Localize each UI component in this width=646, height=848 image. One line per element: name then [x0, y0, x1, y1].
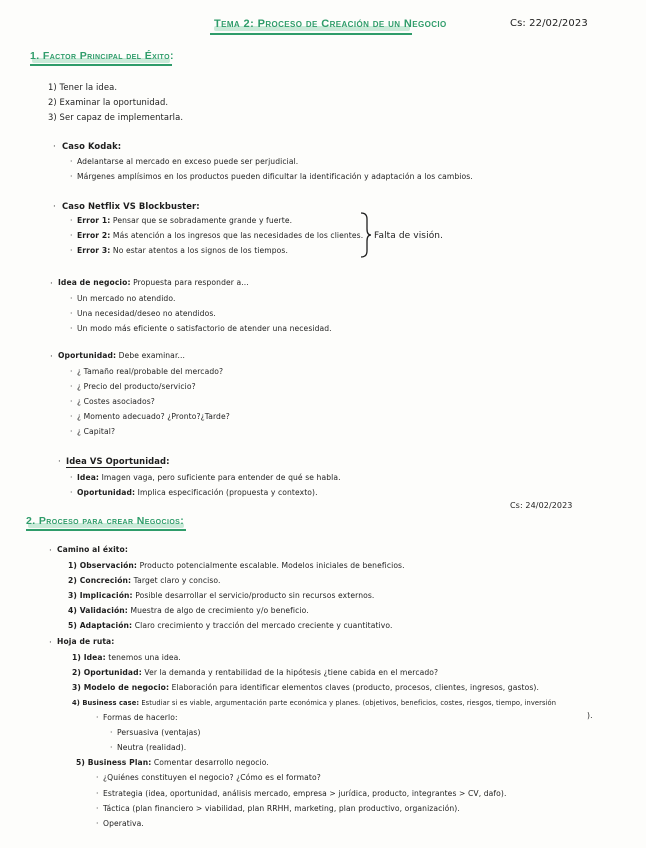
oportunidad-title — [58, 351, 185, 361]
bullet-dot: · — [70, 157, 73, 166]
section2-heading: 2. Proceso para crear Negocios: — [26, 515, 185, 527]
section1-underline — [30, 64, 172, 66]
error-text: No estar atentos a los signos de los tiempos. — [112, 246, 288, 255]
hoja-title: Hoja de ruta: — [57, 637, 115, 646]
error-item — [77, 246, 288, 256]
step-item — [72, 668, 438, 678]
list-item: ¿ Precio del producto/servicio? — [77, 382, 196, 391]
step-text: Posible desarrollar el servicio/producto sin recursos externos. — [135, 591, 375, 600]
bullet-dot: · — [70, 172, 73, 181]
bullet-dot: · — [53, 141, 56, 151]
camino-title: Camino al éxito: — [57, 545, 128, 554]
list-item: Una necesidad/deseo no atendidos. — [77, 309, 216, 318]
wrap-close: ). — [587, 711, 593, 720]
bullet-dot: · — [110, 728, 113, 737]
date-stamp: Cs: 22/02/2023 — [510, 18, 588, 29]
bullet-dot: · — [96, 804, 99, 813]
ideavs-text: Implica especificación (propuesta y contexto). — [137, 488, 318, 497]
step-item — [72, 653, 181, 663]
list-item: Persuasiva (ventajas) — [117, 728, 201, 737]
step-text: Claro crecimiento y tracción del mercado creciente y cuantitativo. — [134, 621, 393, 630]
title-underline — [210, 33, 412, 35]
bullet-dot: · — [70, 382, 73, 391]
list-item: 3) Ser capaz de implementarla. — [48, 112, 184, 122]
step-item — [72, 698, 556, 708]
step-label: 5) Business Plan: — [76, 758, 152, 767]
bullet-dot: · — [50, 351, 53, 361]
step-label: 4) Business case: — [72, 699, 140, 707]
list-item: Márgenes amplísimos en los productos pueden dificultar la identificación y adaptación a los cambios. — [77, 172, 473, 181]
step-item — [68, 606, 309, 616]
list-item: 1) Tener la idea. — [48, 82, 118, 92]
list-item: Estrategia (idea, oportunidad, análisis mercado, empresa > jurídica, producto, integrantes > CV, dafo). — [103, 789, 507, 798]
step-text: Muestra de algo de crecimiento y/o beneficio. — [130, 606, 309, 615]
list-item: 2) Examinar la oportunidad. — [48, 97, 169, 107]
idea-title-rest: Propuesta para responder a... — [133, 278, 249, 287]
page-title: Tema 2: Proceso de Creación de un Negocio — [214, 18, 447, 30]
bullet-dot: · — [70, 324, 73, 333]
error-label: Error 3: — [77, 246, 111, 255]
bullet-dot: · — [70, 216, 73, 225]
step-item — [68, 591, 374, 601]
bullet-dot: · — [70, 309, 73, 318]
list-item: ¿ Momento adecuado? ¿Pronto?¿Tarde? — [77, 412, 230, 421]
list-item: Adelantarse al mercado en exceso puede ser perjudicial. — [77, 157, 299, 166]
bullet-dot: · — [96, 773, 99, 782]
step-text: Producto potencialmente escalable. Modelos iniciales de beneficios. — [139, 561, 405, 570]
step-item — [72, 683, 539, 693]
section1-heading: 1. Factor Principal del Éxito: — [30, 50, 174, 62]
step-item — [68, 561, 405, 571]
list-item: Un modo más eficiente o satisfactorio de atender una necesidad. — [77, 324, 332, 333]
bullet-dot: · — [70, 473, 73, 482]
oportunidad-title-label: Oportunidad: — [58, 351, 117, 360]
error-label: Error 2: — [77, 231, 111, 240]
bullet-dot: · — [70, 231, 73, 240]
oportunidad-title-rest: Debe examinar... — [118, 351, 186, 360]
step-label: 1) Observación: — [68, 561, 138, 570]
section2-underline — [26, 529, 186, 531]
date-stamp-2: Cs: 24/02/2023 — [510, 501, 573, 510]
idea-title — [58, 278, 249, 288]
ideavs-label: Idea: — [77, 473, 100, 482]
step-item — [76, 758, 269, 768]
list-item: Táctica (plan financiero > viabilidad, plan RRHH, marketing, plan productivo, organización). — [103, 804, 460, 813]
error-text: Pensar que se sobradamente grande y fuerte. — [112, 216, 293, 225]
list-item: Neutra (realidad). — [117, 743, 187, 752]
bullet-dot: · — [49, 545, 52, 555]
bullet-dot: · — [49, 637, 52, 647]
step-item — [68, 621, 392, 631]
ideavs-label: Oportunidad: — [77, 488, 136, 497]
bullet-dot: · — [58, 456, 61, 466]
brace-note: Falta de visión. — [374, 231, 444, 241]
list-item: ¿ Costes asociados? — [77, 397, 155, 406]
step-text: Estudiar si es viable, argumentación parte económica y planes. (objetivos, beneficios, costes, riesgos, tiempo, inversión — [141, 699, 557, 707]
list-item: Operativa. — [103, 819, 144, 828]
ideavs-title: Idea VS Oportunidad: — [66, 456, 170, 466]
step-text: Elaboración para identificar elementos claves (producto, procesos, clientes, ingresos, gastos). — [171, 683, 539, 692]
error-text: Más atención a los ingresos que las necesidades de los clientes. — [112, 231, 364, 240]
kodak-title: Caso Kodak: — [62, 141, 122, 151]
step-label: 4) Validación: — [68, 606, 128, 615]
error-label: Error 1: — [77, 216, 111, 225]
ideavs-item — [77, 488, 318, 498]
curly-brace-icon — [358, 212, 372, 258]
step-text: Target claro y conciso. — [133, 576, 221, 585]
ideavs-item — [77, 473, 341, 483]
bullet-dot: · — [110, 743, 113, 752]
bullet-dot: · — [70, 246, 73, 255]
list-item: ¿ Capital? — [77, 427, 116, 436]
bullet-dot: · — [70, 294, 73, 303]
step-item — [68, 576, 221, 586]
bullet-dot: · — [96, 713, 99, 722]
step-text: Comentar desarrollo negocio. — [153, 758, 269, 767]
step-label: 1) Idea: — [72, 653, 106, 662]
bullet-dot: · — [50, 278, 53, 288]
bullet-dot: · — [70, 488, 73, 497]
step-label: 3) Implicación: — [68, 591, 133, 600]
step-label: 2) Concreción: — [68, 576, 132, 585]
step-text: Ver la demanda y rentabilidad de la hipótesis ¿tiene cabida en el mercado? — [144, 668, 439, 677]
step-label: 5) Adaptación: — [68, 621, 133, 630]
ideavs-text: Imagen vaga, pero suficiente para entender de qué se habla. — [101, 473, 341, 482]
bullet-dot: · — [96, 789, 99, 798]
list-item: ¿Quiénes constituyen el negocio? ¿Cómo es el formato? — [103, 773, 321, 782]
idea-title-label: Idea de negocio: — [58, 278, 131, 287]
step-label: 2) Oportunidad: — [72, 668, 142, 677]
error-item — [77, 216, 292, 226]
bullet-dot: · — [53, 201, 56, 211]
list-item: Un mercado no atendido. — [77, 294, 176, 303]
bullet-dot: · — [96, 819, 99, 828]
bullet-dot: · — [70, 412, 73, 421]
step-label: 3) Modelo de negocio: — [72, 683, 170, 692]
formas-title: Formas de hacerlo: — [103, 713, 178, 722]
bullet-dot: · — [70, 367, 73, 376]
netflix-title: Caso Netflix VS Blockbuster: — [62, 201, 200, 211]
step-text: tenemos una idea. — [108, 653, 181, 662]
bullet-dot: · — [70, 427, 73, 436]
ideavs-underline — [66, 467, 162, 468]
list-item: ¿ Tamaño real/probable del mercado? — [77, 367, 224, 376]
bullet-dot: · — [70, 397, 73, 406]
error-item — [77, 231, 363, 241]
